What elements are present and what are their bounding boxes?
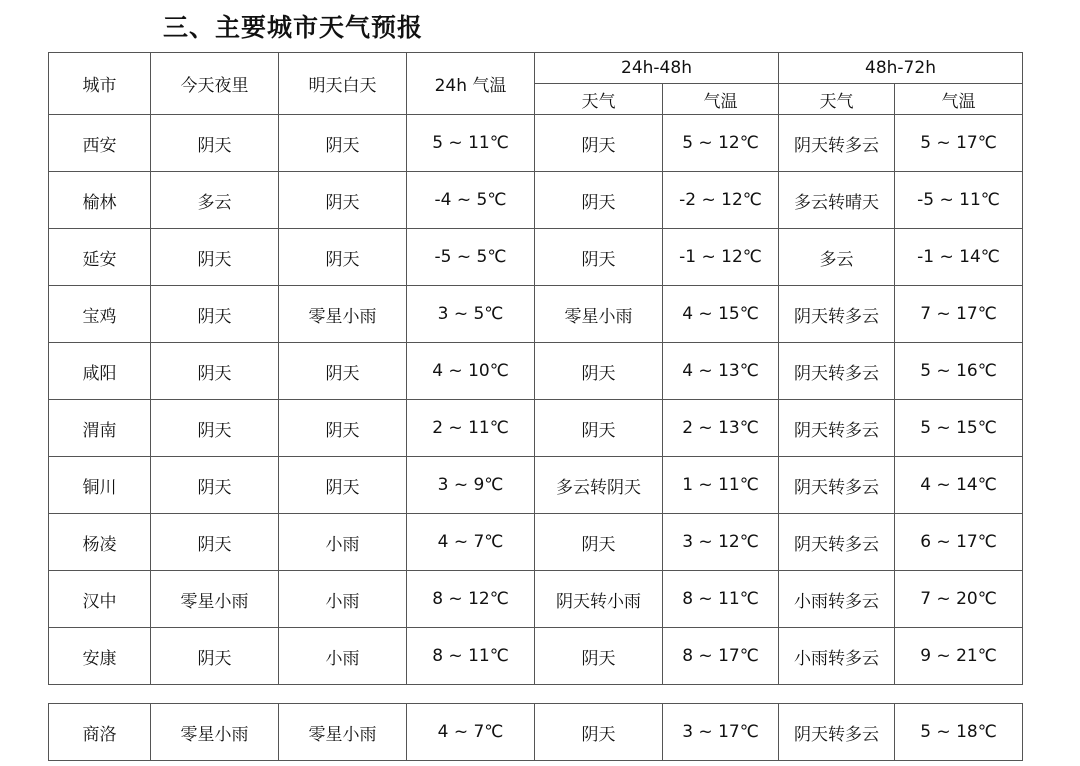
- weather-48h-cell: 零星小雨: [535, 286, 663, 343]
- temp-48h-cell: 2 ~ 13℃: [663, 400, 779, 457]
- weather-72h-cell: 阴天转多云: [779, 704, 895, 761]
- tomorrow-day-cell: 阴天: [279, 457, 407, 514]
- weather-48h-cell: 阴天: [535, 704, 663, 761]
- weather-48h-cell: 阴天: [535, 628, 663, 685]
- table-row: [49, 457, 1023, 514]
- tomorrow-day-cell: 小雨: [279, 514, 407, 571]
- tomorrow-day-cell: 阴天: [279, 343, 407, 400]
- temp-72h-cell: -1 ~ 14℃: [895, 229, 1023, 286]
- temp-48h-cell: 4 ~ 13℃: [663, 343, 779, 400]
- temp-48h-cell: 3 ~ 12℃: [663, 514, 779, 571]
- temp-72h-cell: 5 ~ 15℃: [895, 400, 1023, 457]
- tonight-cell: 多云: [151, 172, 279, 229]
- temp-72h-cell: 7 ~ 17℃: [895, 286, 1023, 343]
- temp-24h-cell: 8 ~ 11℃: [407, 628, 535, 685]
- header-city: 城市: [49, 53, 151, 115]
- city-cell: 安康: [49, 628, 151, 685]
- temp-48h-cell: -1 ~ 12℃: [663, 229, 779, 286]
- header-tonight: 今天夜里: [151, 53, 279, 115]
- temp-24h-cell: 3 ~ 9℃: [407, 457, 535, 514]
- header-group-48-72h: 48h-72h: [779, 53, 1023, 84]
- temp-24h-cell: -4 ~ 5℃: [407, 172, 535, 229]
- weather-72h-cell: 阴天转多云: [779, 457, 895, 514]
- temp-72h-cell: 5 ~ 18℃: [895, 704, 1023, 761]
- table-row: [49, 286, 1023, 343]
- weather-72h-cell: 多云: [779, 229, 895, 286]
- temp-72h-cell: 5 ~ 16℃: [895, 343, 1023, 400]
- city-cell: 商洛: [49, 704, 151, 761]
- temp-24h-cell: 4 ~ 7℃: [407, 704, 535, 761]
- tomorrow-day-cell: 小雨: [279, 628, 407, 685]
- city-cell: 宝鸡: [49, 286, 151, 343]
- table-row: [49, 115, 1023, 172]
- header-temp-24h: 24h 气温: [407, 53, 535, 115]
- tonight-cell: 阴天: [151, 400, 279, 457]
- tomorrow-day-cell: 零星小雨: [279, 704, 407, 761]
- city-cell: 渭南: [49, 400, 151, 457]
- weather-72h-cell: 阴天转多云: [779, 286, 895, 343]
- city-cell: 铜川: [49, 457, 151, 514]
- weather-72h-cell: 阴天转多云: [779, 115, 895, 172]
- tonight-cell: 零星小雨: [151, 704, 279, 761]
- header-weather-72h: 天气: [779, 84, 895, 115]
- tonight-cell: 阴天: [151, 628, 279, 685]
- temp-24h-cell: 4 ~ 10℃: [407, 343, 535, 400]
- temp-72h-cell: 5 ~ 17℃: [895, 115, 1023, 172]
- temp-48h-cell: 5 ~ 12℃: [663, 115, 779, 172]
- tonight-cell: 零星小雨: [151, 571, 279, 628]
- temp-24h-cell: -5 ~ 5℃: [407, 229, 535, 286]
- header-temp-48h: 气温: [663, 84, 779, 115]
- city-cell: 杨凌: [49, 514, 151, 571]
- tonight-cell: 阴天: [151, 229, 279, 286]
- tonight-cell: 阴天: [151, 457, 279, 514]
- table-row: [49, 571, 1023, 628]
- weather-72h-cell: 阴天转多云: [779, 514, 895, 571]
- header-tomorrow-day: 明天白天: [279, 53, 407, 115]
- weather-72h-cell: 阴天转多云: [779, 343, 895, 400]
- tomorrow-day-cell: 零星小雨: [279, 286, 407, 343]
- temp-72h-cell: 6 ~ 17℃: [895, 514, 1023, 571]
- weather-48h-cell: 阴天: [535, 343, 663, 400]
- weather-48h-cell: 阴天: [535, 229, 663, 286]
- forecast-table: [48, 52, 1023, 685]
- weather-48h-cell: 阴天: [535, 400, 663, 457]
- weather-72h-cell: 阴天转多云: [779, 400, 895, 457]
- temp-72h-cell: 9 ~ 21℃: [895, 628, 1023, 685]
- header-row-top: [49, 53, 1023, 84]
- header-weather-48h: 天气: [535, 84, 663, 115]
- tonight-cell: 阴天: [151, 343, 279, 400]
- weather-72h-cell: 小雨转多云: [779, 571, 895, 628]
- tonight-cell: 阴天: [151, 514, 279, 571]
- forecast-table-extra: [48, 703, 1023, 761]
- tomorrow-day-cell: 小雨: [279, 571, 407, 628]
- page-title: 三、主要城市天气预报: [163, 13, 424, 42]
- tomorrow-day-cell: 阴天: [279, 115, 407, 172]
- weather-48h-cell: 阴天: [535, 115, 663, 172]
- city-cell: 咸阳: [49, 343, 151, 400]
- header-temp-72h: 气温: [895, 84, 1023, 115]
- temp-24h-cell: 8 ~ 12℃: [407, 571, 535, 628]
- temp-48h-cell: 8 ~ 11℃: [663, 571, 779, 628]
- table-row: [49, 343, 1023, 400]
- tonight-cell: 阴天: [151, 286, 279, 343]
- weather-72h-cell: 小雨转多云: [779, 628, 895, 685]
- temp-48h-cell: 4 ~ 15℃: [663, 286, 779, 343]
- city-cell: 汉中: [49, 571, 151, 628]
- table-row: [49, 628, 1023, 685]
- weather-48h-cell: 阴天: [535, 514, 663, 571]
- temp-24h-cell: 2 ~ 11℃: [407, 400, 535, 457]
- temp-24h-cell: 5 ~ 11℃: [407, 115, 535, 172]
- temp-72h-cell: 7 ~ 20℃: [895, 571, 1023, 628]
- temp-24h-cell: 4 ~ 7℃: [407, 514, 535, 571]
- temp-48h-cell: -2 ~ 12℃: [663, 172, 779, 229]
- table-row: [49, 229, 1023, 286]
- weather-48h-cell: 多云转阴天: [535, 457, 663, 514]
- city-cell: 延安: [49, 229, 151, 286]
- tomorrow-day-cell: 阴天: [279, 172, 407, 229]
- temp-72h-cell: 4 ~ 14℃: [895, 457, 1023, 514]
- city-cell: 榆林: [49, 172, 151, 229]
- table-row: [49, 514, 1023, 571]
- table-row: [49, 400, 1023, 457]
- city-cell: 西安: [49, 115, 151, 172]
- table-row: [49, 172, 1023, 229]
- temp-48h-cell: 3 ~ 17℃: [663, 704, 779, 761]
- tomorrow-day-cell: 阴天: [279, 400, 407, 457]
- temp-24h-cell: 3 ~ 5℃: [407, 286, 535, 343]
- temp-48h-cell: 1 ~ 11℃: [663, 457, 779, 514]
- tonight-cell: 阴天: [151, 115, 279, 172]
- tomorrow-day-cell: 阴天: [279, 229, 407, 286]
- temp-48h-cell: 8 ~ 17℃: [663, 628, 779, 685]
- temp-72h-cell: -5 ~ 11℃: [895, 172, 1023, 229]
- weather-48h-cell: 阴天: [535, 172, 663, 229]
- table-row: [49, 704, 1023, 761]
- weather-48h-cell: 阴天转小雨: [535, 571, 663, 628]
- weather-72h-cell: 多云转晴天: [779, 172, 895, 229]
- header-group-24-48h: 24h-48h: [535, 53, 779, 84]
